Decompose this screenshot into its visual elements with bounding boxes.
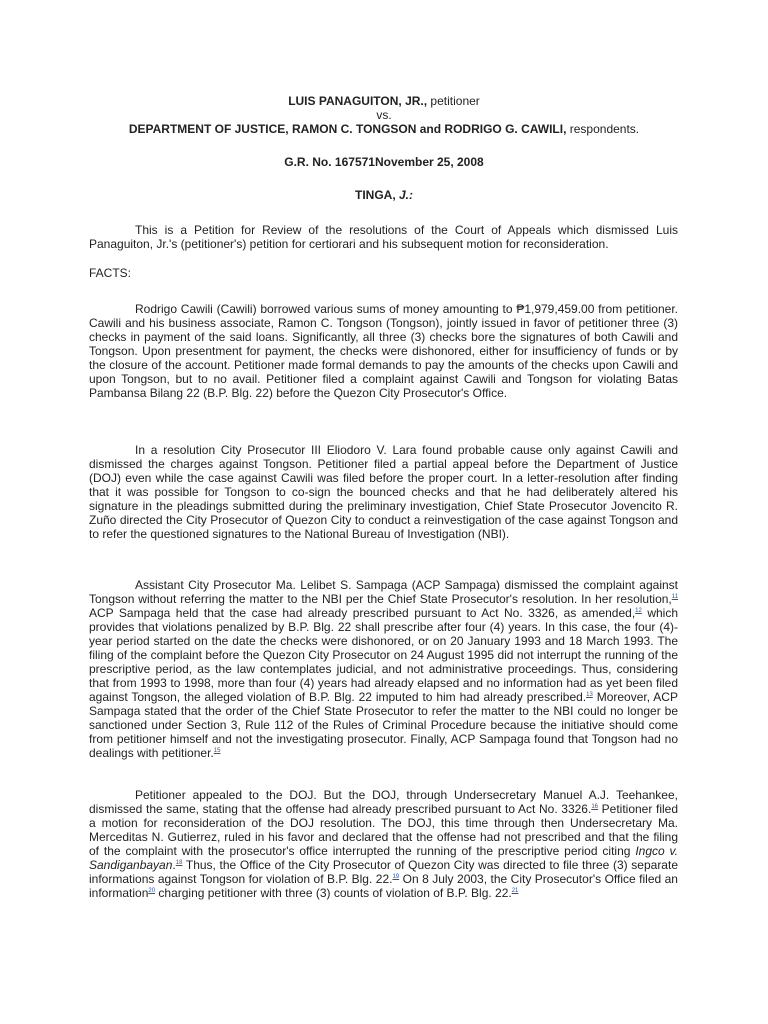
ponente xyxy=(0,188,768,203)
p4-text-a: Petitioner appealed to the DOJ. But the DOJ, through Undersecretary Manuel A.J. Teehankee, dismissed the same, stating that the offense had already prescribed pursuant to Act No. 3326. xyxy=(89,788,678,816)
p1-text: Rodrigo Cawili (Cawili) borrowed various sums of money amounting to ₱1,979,459.00 from petitioner. Cawili and his business associate, Ramon C. Tongson (Tongson), jointly issued in favor of petitioner three (3) checks in payment of the said loans. Significantly, all three (3) checks bore the signatures of both Cawili and Tongson. Upon presentment for payment, the checks were dishonored, either for insufficiency of funds or by the closure of the account. Petitioner made formal demands to pay the amounts of the checks upon Cawili and upon Tongson, but to no avail. Petitioner filed a complaint against Cawili and Tongson for violating Batas Pambansa Bilang 22 (B.P. Blg. 22) before the Quezon City Prosecutor's Office. xyxy=(89,302,678,400)
footnote-ref-19[interactable]: 19 xyxy=(392,874,400,880)
footnote-ref-13[interactable]: 13 xyxy=(586,692,593,698)
p4-text-c: . xyxy=(172,858,176,872)
p4-text-f: charging petitioner with three (3) counts of violation of B.P. Blg. 22. xyxy=(155,886,512,900)
p4-text-e: On 8 July 2003, the City Prosecutor's Office filed an information xyxy=(89,872,678,900)
case-number: G.R. No. 167571November 25, 2008 xyxy=(284,155,484,169)
respondents-line xyxy=(0,122,768,137)
p3-text-a: Assistant City Prosecutor Ma. Lelibet S. Sampaga (ACP Sampaga) dismissed the complaint against Tongson without referring the matter to the NBI per the Chief State Prosecutor's resolution. In her resolution, xyxy=(89,578,678,606)
footnote-ref-11[interactable]: 11 xyxy=(671,594,678,600)
p3-text-d: Moreover, ACP Sampaga stated that the order of the Chief State Prosecutor to refer the matter to the NBI could no longer be sanctioned under Section 3, Rule 112 of the Rules of Criminal Procedure because the initiative should come from petitioner himself and not the investigating prosecutor. Finally, ACP Sampaga found that Tongson had no dealings with petitioner. xyxy=(89,690,678,760)
intro-paragraph xyxy=(89,223,678,251)
facts-heading: FACTS: xyxy=(89,266,132,280)
ponente-suffix: J.: xyxy=(398,188,413,202)
p2-text: In a resolution City Prosecutor III Eliodoro V. Lara found probable cause only against Cawili and dismissed the charges against Tongson. Petitioner filed a partial appeal before the Department of Justice (DOJ) even while the case against Cawili was filed before the proper court. In a letter-resolution after finding that it was possible for Tongson to co-sign the bounced checks and that he had deliberately altered his signature in the pleadings submitted during the preliminary investigation, Chief State Prosecutor Jovencito R. Zuño directed the City Prosecutor of Quezon City to conduct a reinvestigation of the case against Tongson and to refer the questioned signatures to the National Bureau of Investigation (NBI). xyxy=(89,443,678,541)
versus: vs. xyxy=(376,108,392,122)
case-citation: Ingco v. Sandiganbayan xyxy=(89,844,678,872)
petitioner-role: petitioner xyxy=(427,94,480,108)
p3-text-c: which provides that violations penalized by B.P. Blg. 22 shall prescribe after four (4) years. In this case, the four (4)-year period started on the date the checks were dishonored, or on 20 January 1993 and 18 March 1993. The filing of the complaint before the Quezon City Prosecutor on 24 August 1995 did not interrupt the running of the prescriptive period, as the law contemplates judicial, and not administrative proceedings. Thus, considering that from 1993 to 1998, more than four (4) years had already elapsed and no information had as yet been filed against Tongson, the alleged violation of B.P. Blg. 22 imputed to him had already prescribed. xyxy=(89,606,679,704)
petitioner-name: LUIS PANAGUITON, JR., xyxy=(288,94,428,108)
petitioner-line xyxy=(0,94,768,109)
footnote-ref-18[interactable]: 18 xyxy=(175,860,183,866)
respondents-role: respondents. xyxy=(566,122,640,136)
ponente-name: TINGA, xyxy=(354,188,399,202)
facts-paragraph-2 xyxy=(89,443,678,541)
facts-paragraph-1 xyxy=(89,302,678,400)
footnote-ref-12[interactable]: 12 xyxy=(635,608,642,614)
p3-text-b: ACP Sampaga held that the case had already prescribed pursuant to Act No. 3326, as amended, xyxy=(89,606,636,620)
footnote-ref-16[interactable]: 16 xyxy=(591,804,599,810)
footnote-ref-20[interactable]: 20 xyxy=(148,888,156,894)
facts-paragraph-3 xyxy=(89,578,678,760)
footnote-ref-21[interactable]: 21 xyxy=(511,888,519,894)
p4-text-b: Petitioner filed a motion for reconsideration of the DOJ resolution. The DOJ, this time through then Undersecretary Ma. Merceditas N. Gutierrez, ruled in his favor and declared that the offense had not prescribed and that the filing of the complaint with the prosecutor's office interrupted the running of the prescriptive period citing xyxy=(89,802,678,858)
respondents-names: DEPARTMENT OF JUSTICE, RAMON C. TONGSON and RODRIGO G. CAWILI, xyxy=(128,122,567,136)
footnote-ref-15[interactable]: 15 xyxy=(213,748,221,754)
p4-text-d: Thus, the Office of the City Prosecutor of Quezon City was directed to file three (3) separate informations against Tongson for violation of B.P. Blg. 22. xyxy=(89,858,678,886)
intro-text: This is a Petition for Review of the resolutions of the Court of Appeals which dismissed Luis Panaguiton, Jr.'s (petitioner's) petition for certiorari and his subsequent motion for reconsideration. xyxy=(89,223,678,251)
facts-paragraph-4 xyxy=(89,788,678,900)
